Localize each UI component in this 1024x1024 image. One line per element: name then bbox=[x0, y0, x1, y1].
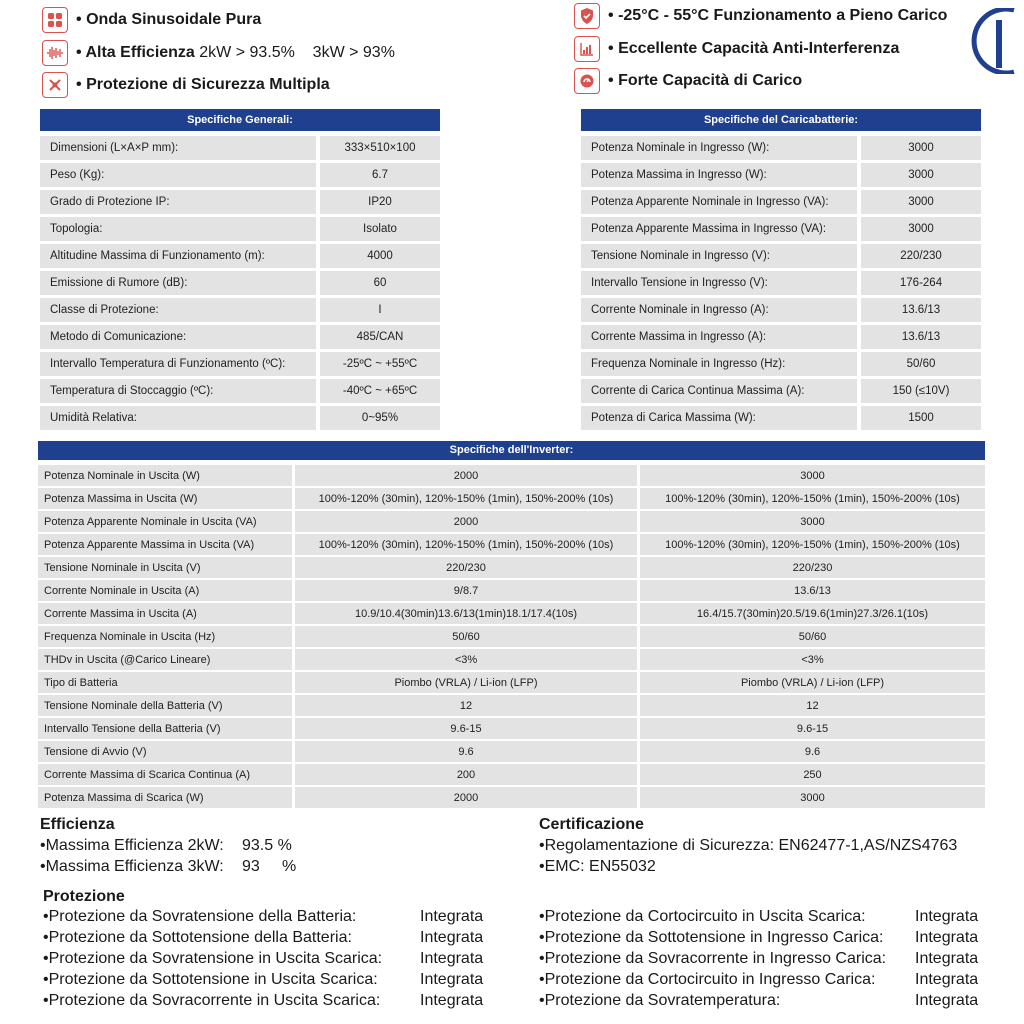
inverter-value-3kw: 16.4/15.7(30min)20.5/19.6(1min)27.3/26.1(10s) bbox=[640, 603, 985, 624]
feature-text: Forte Capacità di Carico bbox=[618, 72, 803, 89]
inverter-specs-table bbox=[38, 463, 985, 810]
inverter-row bbox=[38, 672, 985, 693]
inverter-value-3kw: 3000 bbox=[640, 465, 985, 486]
spec-label: Potenza Nominale in Ingresso (W): bbox=[581, 136, 857, 160]
spec-value: 13.6/13 bbox=[861, 325, 981, 349]
inverter-row bbox=[38, 718, 985, 739]
spec-row bbox=[581, 271, 981, 295]
feature-high-efficiency: • Alta Efficienza 2kW > 93.5% 3kW > 93% bbox=[42, 40, 395, 66]
spec-row bbox=[581, 298, 981, 322]
spec-label: Emissione di Rumore (dB): bbox=[40, 271, 316, 295]
protection-status: Integrata bbox=[915, 971, 979, 988]
spec-row bbox=[581, 352, 981, 376]
spec-label: Tensione Nominale in Ingresso (V): bbox=[581, 244, 857, 268]
spec-row bbox=[40, 244, 440, 268]
inverter-value-2kw: 50/60 bbox=[295, 626, 637, 647]
spec-row bbox=[40, 406, 440, 430]
feature-text: Onda Sinusoidale Pura bbox=[86, 11, 262, 28]
spec-value: -40ºC ~ +65ºC bbox=[320, 379, 440, 403]
protection-item: •Protezione da Sovratensione della Batteria: bbox=[43, 908, 357, 925]
inverter-row bbox=[38, 695, 985, 716]
inverter-value-3kw: 12 bbox=[640, 695, 985, 716]
inverter-label: Potenza Massima in Uscita (W) bbox=[38, 488, 292, 509]
charger-specs-header: Specifiche del Caricabatterie: bbox=[581, 109, 981, 131]
spec-row bbox=[40, 136, 440, 160]
protection-status: Integrata bbox=[420, 992, 484, 1009]
inverter-row bbox=[38, 557, 985, 578]
protection-item: •Protezione da Sottotensione in Ingresso Carica: bbox=[539, 929, 884, 946]
chart-icon bbox=[574, 36, 600, 62]
protection-icon bbox=[42, 72, 68, 98]
spec-label: Topologia: bbox=[40, 217, 316, 241]
protection-item: •Protezione da Cortocircuito in Ingresso Carica: bbox=[539, 971, 876, 988]
spec-value: 220/230 bbox=[861, 244, 981, 268]
inverter-value-3kw: 100%-120% (30min), 120%-150% (1min), 150%-200% (10s) bbox=[640, 534, 985, 555]
protection-item: •Protezione da Sovratensione in Uscita Scarica: bbox=[43, 950, 383, 967]
inverter-value-2kw: 9.6 bbox=[295, 741, 637, 762]
inverter-value-2kw: 9.6-15 bbox=[295, 718, 637, 739]
feature-pure-sine: • Onda Sinusoidale Pura bbox=[42, 7, 261, 33]
inverter-value-2kw: 12 bbox=[295, 695, 637, 716]
inverter-value-3kw: 3000 bbox=[640, 787, 985, 808]
inverter-value-3kw: 100%-120% (30min), 120%-150% (1min), 150%-200% (10s) bbox=[640, 488, 985, 509]
general-specs-header: Specifiche Generali: bbox=[40, 109, 440, 131]
load-icon bbox=[574, 68, 600, 94]
spec-label: Potenza Apparente Nominale in Ingresso (VA): bbox=[581, 190, 857, 214]
inverter-label: Potenza Massima di Scarica (W) bbox=[38, 787, 292, 808]
spec-row bbox=[581, 244, 981, 268]
efficiency-value: 93 % bbox=[242, 858, 297, 875]
inverter-row bbox=[38, 534, 985, 555]
spec-value: 3000 bbox=[861, 136, 981, 160]
spec-value: 3000 bbox=[861, 217, 981, 241]
spec-value: -25ºC ~ +55ºC bbox=[320, 352, 440, 376]
general-specs-table bbox=[40, 133, 440, 433]
inverter-value-2kw: 9/8.7 bbox=[295, 580, 637, 601]
inverter-value-3kw: 50/60 bbox=[640, 626, 985, 647]
spec-row bbox=[40, 325, 440, 349]
inverter-row bbox=[38, 603, 985, 624]
inverter-value-2kw: 200 bbox=[295, 764, 637, 785]
protection-status: Integrata bbox=[420, 908, 484, 925]
inverter-value-3kw: 3000 bbox=[640, 511, 985, 532]
protection-title: Protezione bbox=[43, 888, 125, 905]
spec-row bbox=[581, 406, 981, 430]
spec-row bbox=[40, 352, 440, 376]
protection-status: Integrata bbox=[420, 929, 484, 946]
inverter-label: Tensione Nominale in Uscita (V) bbox=[38, 557, 292, 578]
protection-status: Integrata bbox=[420, 950, 484, 967]
spec-value: Isolato bbox=[320, 217, 440, 241]
inverter-row bbox=[38, 741, 985, 762]
spec-value: 1500 bbox=[861, 406, 981, 430]
spec-value: 0~95% bbox=[320, 406, 440, 430]
protection-status: Integrata bbox=[420, 971, 484, 988]
spec-row bbox=[40, 379, 440, 403]
inverter-row bbox=[38, 787, 985, 808]
feature-text: Eccellente Capacità Anti-Interferenza bbox=[618, 40, 900, 57]
spec-row bbox=[581, 379, 981, 403]
inverter-row bbox=[38, 764, 985, 785]
protection-status: Integrata bbox=[915, 950, 979, 967]
inverter-label: Frequenza Nominale in Uscita (Hz) bbox=[38, 626, 292, 647]
inverter-value-2kw: 2000 bbox=[295, 511, 637, 532]
spec-value: IP20 bbox=[320, 190, 440, 214]
spec-value: 6.7 bbox=[320, 163, 440, 187]
spec-label: Metodo di Comunicazione: bbox=[40, 325, 316, 349]
efficiency-title: Efficienza bbox=[40, 816, 115, 833]
sine-wave-icon bbox=[42, 7, 68, 33]
inverter-row bbox=[38, 580, 985, 601]
feature-text: Protezione di Sicurezza Multipla bbox=[86, 76, 330, 93]
spec-label: Potenza Massima in Ingresso (W): bbox=[581, 163, 857, 187]
spec-label: Potenza di Carica Massima (W): bbox=[581, 406, 857, 430]
spec-value: 13.6/13 bbox=[861, 298, 981, 322]
spec-label: Corrente di Carica Continua Massima (A): bbox=[581, 379, 857, 403]
protection-status: Integrata bbox=[915, 992, 979, 1009]
inverter-value-2kw: 2000 bbox=[295, 465, 637, 486]
efficiency-value: 93.5 % bbox=[242, 837, 292, 854]
inverter-label: Corrente Massima in Uscita (A) bbox=[38, 603, 292, 624]
protection-item: •Protezione da Sovratemperatura: bbox=[539, 992, 781, 1009]
feature-temperature: • -25°C - 55°C Funzionamento a Pieno Carico bbox=[574, 3, 947, 29]
brand-logo bbox=[966, 8, 1016, 74]
inverter-value-2kw: 100%-120% (30min), 120%-150% (1min), 150%-200% (10s) bbox=[295, 488, 637, 509]
inverter-value-3kw: 9.6-15 bbox=[640, 718, 985, 739]
spec-label: Grado di Protezione IP: bbox=[40, 190, 316, 214]
inverter-row bbox=[38, 488, 985, 509]
spec-row bbox=[40, 271, 440, 295]
spec-value: 176-264 bbox=[861, 271, 981, 295]
inverter-label: Tensione Nominale della Batteria (V) bbox=[38, 695, 292, 716]
spec-label: Classe di Protezione: bbox=[40, 298, 316, 322]
spec-value: 3000 bbox=[861, 190, 981, 214]
spec-value: 150 (≤10V) bbox=[861, 379, 981, 403]
inverter-label: Potenza Apparente Massima in Uscita (VA) bbox=[38, 534, 292, 555]
efficiency-icon bbox=[42, 40, 68, 66]
spec-row bbox=[40, 217, 440, 241]
spec-label: Umidità Relativa: bbox=[40, 406, 316, 430]
protection-status: Integrata bbox=[915, 929, 979, 946]
spec-value: I bbox=[320, 298, 440, 322]
inverter-value-2kw: <3% bbox=[295, 649, 637, 670]
shield-icon bbox=[574, 3, 600, 29]
spec-row bbox=[581, 163, 981, 187]
protection-item: •Protezione da Sottotensione della Batteria: bbox=[43, 929, 352, 946]
spec-label: Intervallo Tensione in Ingresso (V): bbox=[581, 271, 857, 295]
feature-extra: 2kW > 93.5% 3kW > 93% bbox=[199, 44, 395, 61]
protection-item: •Protezione da Sottotensione in Uscita Scarica: bbox=[43, 971, 378, 988]
inverter-specs-header: Specifiche dell'Inverter: bbox=[38, 441, 985, 460]
spec-value: 333×510×100 bbox=[320, 136, 440, 160]
spec-row bbox=[40, 298, 440, 322]
spec-row bbox=[581, 217, 981, 241]
spec-row bbox=[581, 325, 981, 349]
inverter-row bbox=[38, 626, 985, 647]
efficiency-line: •Massima Efficienza 2kW: bbox=[40, 837, 224, 854]
spec-label: Corrente Nominale in Ingresso (A): bbox=[581, 298, 857, 322]
spec-label: Altitudine Massima di Funzionamento (m): bbox=[40, 244, 316, 268]
inverter-label: Potenza Nominale in Uscita (W) bbox=[38, 465, 292, 486]
feature-load-capacity: • Forte Capacità di Carico bbox=[574, 68, 802, 94]
spec-value: 50/60 bbox=[861, 352, 981, 376]
spec-value: 485/CAN bbox=[320, 325, 440, 349]
certification-line: •EMC: EN55032 bbox=[539, 858, 656, 875]
inverter-value-2kw: 10.9/10.4(30min)13.6/13(1min)18.1/17.4(10s) bbox=[295, 603, 637, 624]
inverter-value-2kw: 100%-120% (30min), 120%-150% (1min), 150%-200% (10s) bbox=[295, 534, 637, 555]
inverter-label: Tensione di Avvio (V) bbox=[38, 741, 292, 762]
spec-label: Corrente Massima in Ingresso (A): bbox=[581, 325, 857, 349]
certification-line: •Regolamentazione di Sicurezza: EN62477-1,AS/NZS4763 bbox=[539, 837, 958, 854]
protection-item: •Protezione da Cortocircuito in Uscita Scarica: bbox=[539, 908, 866, 925]
inverter-value-2kw: Piombo (VRLA) / Li-ion (LFP) bbox=[295, 672, 637, 693]
inverter-label: Corrente Nominale in Uscita (A) bbox=[38, 580, 292, 601]
spec-value: 60 bbox=[320, 271, 440, 295]
inverter-label: Intervallo Tensione della Batteria (V) bbox=[38, 718, 292, 739]
certification-title: Certificazione bbox=[539, 816, 644, 833]
charger-specs-table bbox=[581, 133, 981, 433]
inverter-value-3kw: 13.6/13 bbox=[640, 580, 985, 601]
spec-value: 4000 bbox=[320, 244, 440, 268]
efficiency-line: •Massima Efficienza 3kW: bbox=[40, 858, 224, 875]
inverter-row bbox=[38, 465, 985, 486]
inverter-label: THDv in Uscita (@Carico Lineare) bbox=[38, 649, 292, 670]
spec-label: Intervallo Temperatura di Funzionamento (ºC): bbox=[40, 352, 316, 376]
inverter-value-3kw: 250 bbox=[640, 764, 985, 785]
inverter-value-3kw: 9.6 bbox=[640, 741, 985, 762]
inverter-row bbox=[38, 649, 985, 670]
protection-item: •Protezione da Sovracorrente in Uscita Scarica: bbox=[43, 992, 381, 1009]
spec-row bbox=[581, 190, 981, 214]
feature-text: Alta Efficienza bbox=[85, 44, 195, 61]
spec-row bbox=[40, 163, 440, 187]
spec-label: Frequenza Nominale in Ingresso (Hz): bbox=[581, 352, 857, 376]
spec-row bbox=[40, 190, 440, 214]
inverter-value-2kw: 220/230 bbox=[295, 557, 637, 578]
protection-status: Integrata bbox=[915, 908, 979, 925]
inverter-value-2kw: 2000 bbox=[295, 787, 637, 808]
inverter-label: Corrente Massima di Scarica Continua (A) bbox=[38, 764, 292, 785]
inverter-label: Tipo di Batteria bbox=[38, 672, 292, 693]
feature-multi-protection: • Protezione di Sicurezza Multipla bbox=[42, 72, 330, 98]
spec-label: Potenza Apparente Massima in Ingresso (VA): bbox=[581, 217, 857, 241]
protection-item: •Protezione da Sovracorrente in Ingresso Carica: bbox=[539, 950, 887, 967]
inverter-value-3kw: <3% bbox=[640, 649, 985, 670]
spec-label: Temperatura di Stoccaggio (ºC): bbox=[40, 379, 316, 403]
inverter-row bbox=[38, 511, 985, 532]
spec-label: Dimensioni (L×A×P mm): bbox=[40, 136, 316, 160]
spec-row bbox=[581, 136, 981, 160]
inverter-label: Potenza Apparente Nominale in Uscita (VA) bbox=[38, 511, 292, 532]
feature-anti-interference: • Eccellente Capacità Anti-Interferenza bbox=[574, 36, 899, 62]
feature-text: -25°C - 55°C Funzionamento a Pieno Carico bbox=[618, 7, 948, 24]
inverter-value-3kw: Piombo (VRLA) / Li-ion (LFP) bbox=[640, 672, 985, 693]
spec-value: 3000 bbox=[861, 163, 981, 187]
inverter-value-3kw: 220/230 bbox=[640, 557, 985, 578]
spec-label: Peso (Kg): bbox=[40, 163, 316, 187]
